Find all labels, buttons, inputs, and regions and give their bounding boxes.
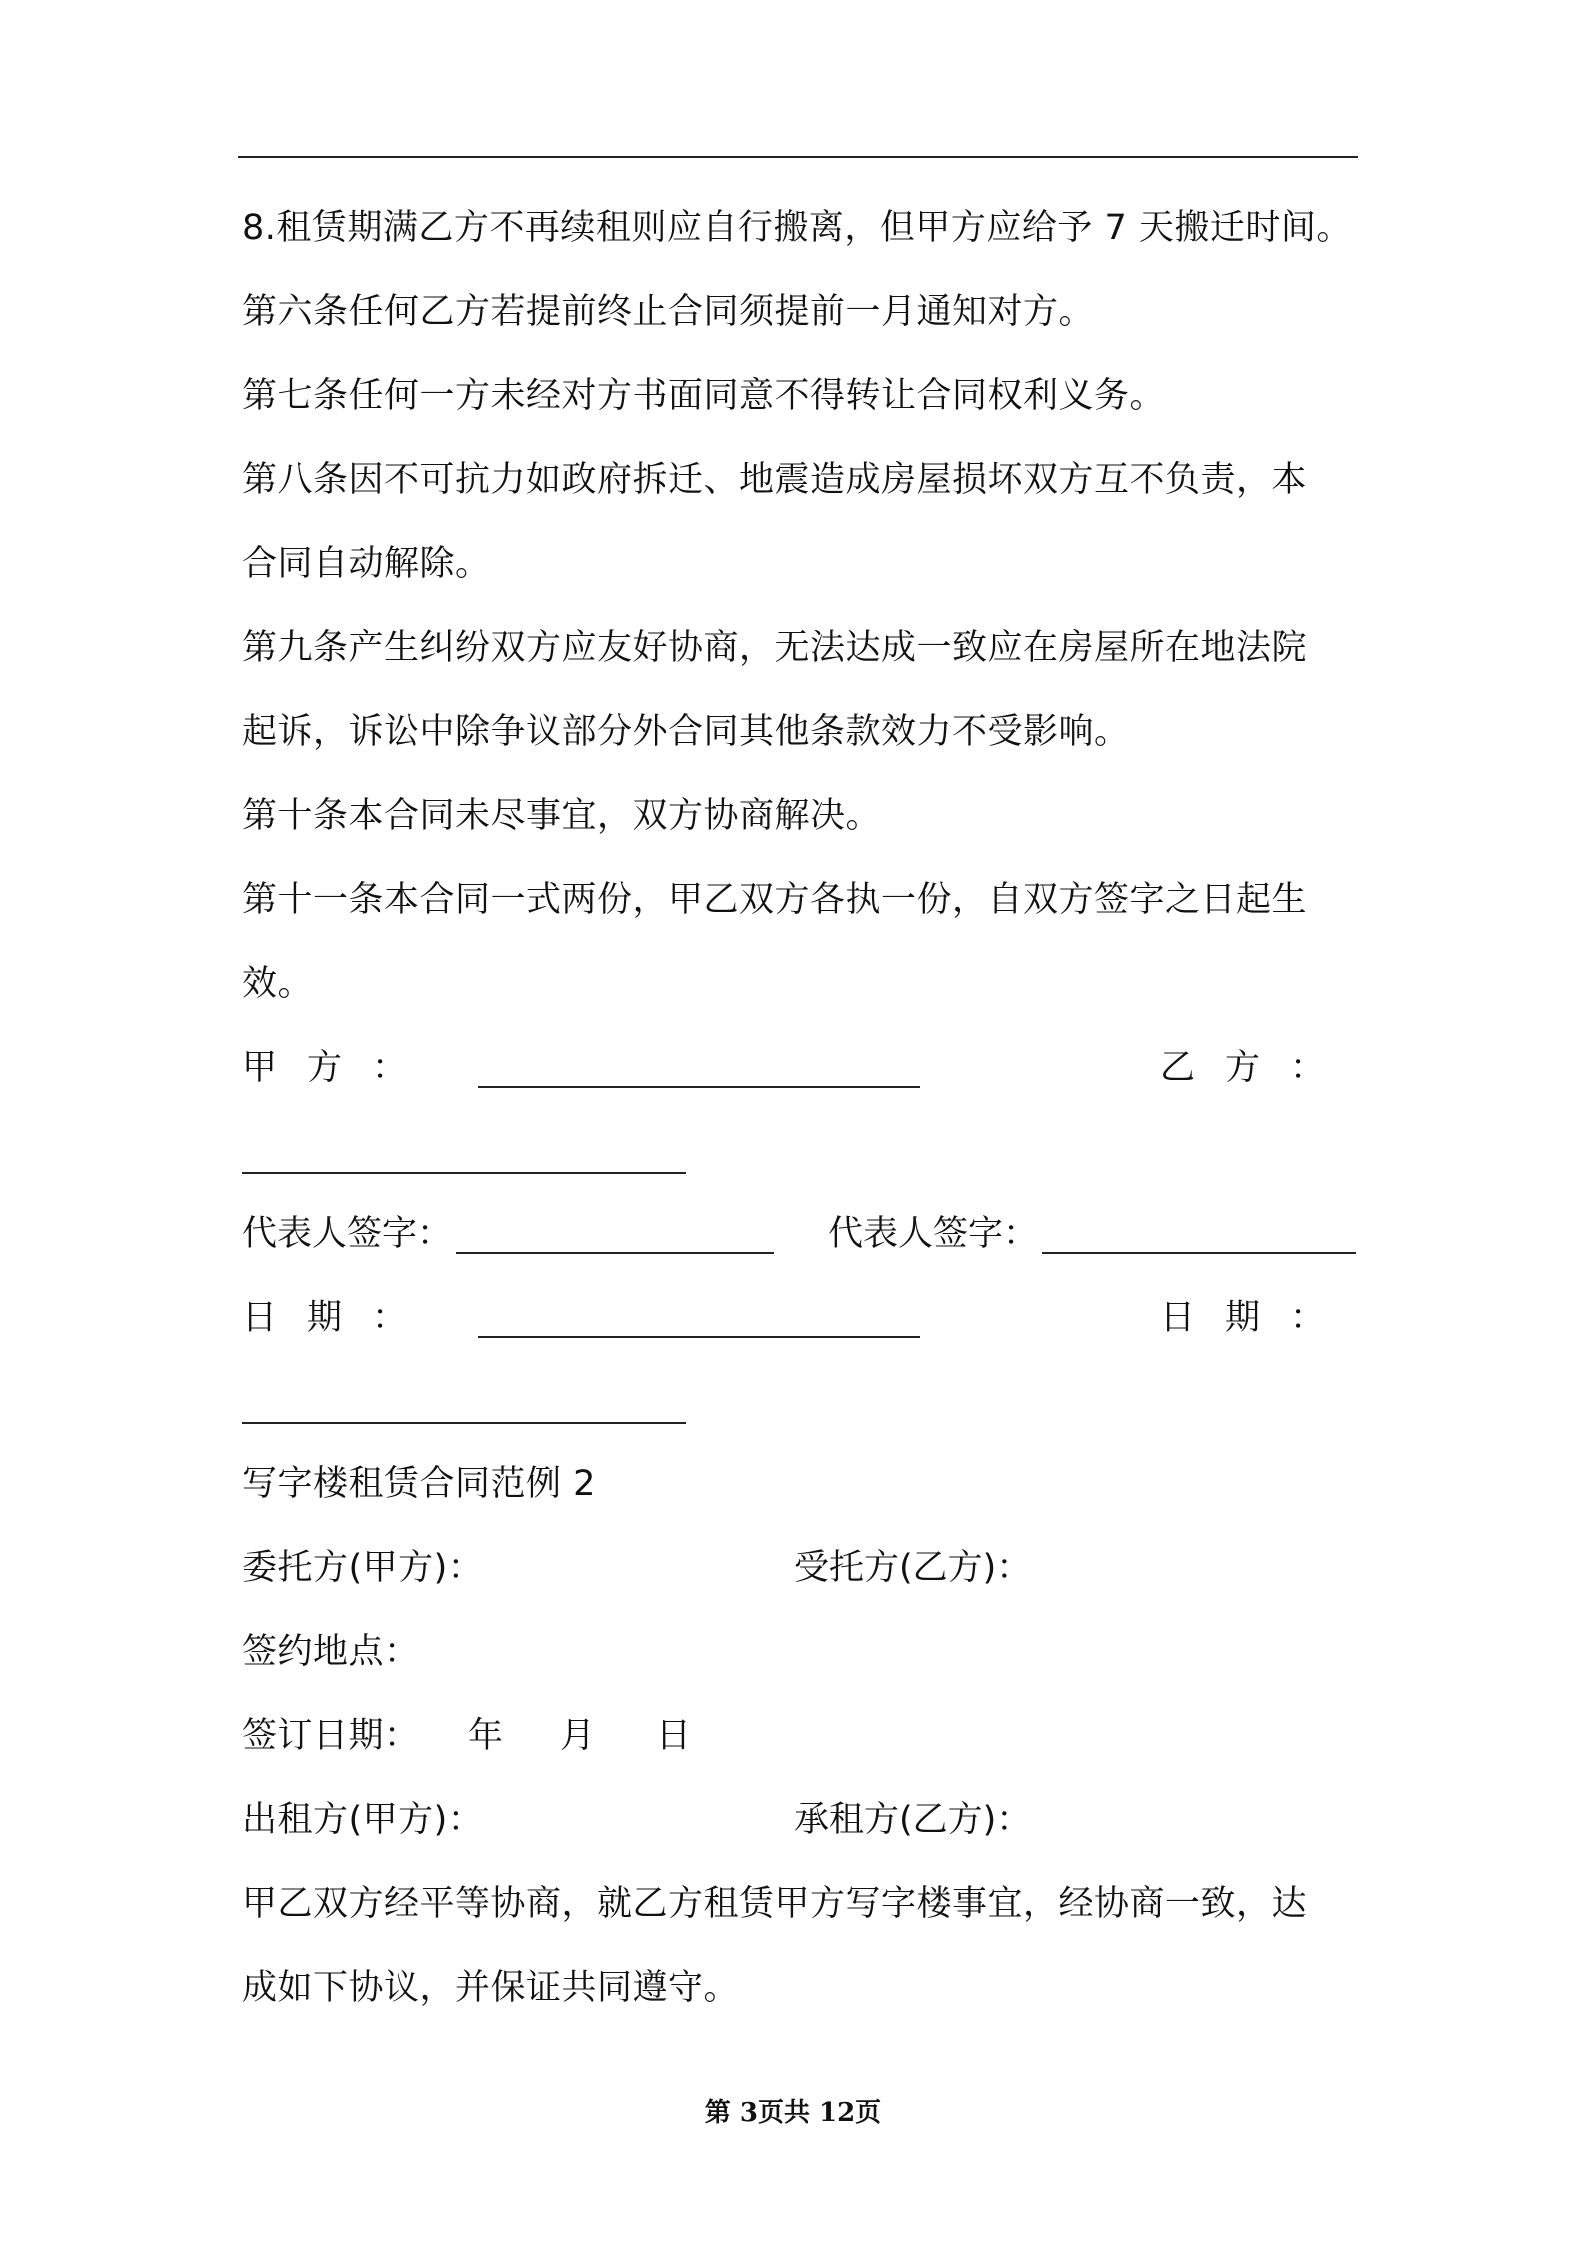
party-b-label: 乙方： bbox=[1160, 1048, 1356, 1088]
clause-7-line: 第七条任何一方未经对方书面同意不得转让合同权利义务。 bbox=[242, 376, 1166, 416]
lessor-label: 出租方(甲方)： bbox=[242, 1800, 484, 1840]
clause-9-line-1: 第九条产生纠纷双方应友好协商，无法达成一致应在房屋所在地法院 bbox=[242, 628, 1308, 668]
clause-9-line-2: 起诉，诉讼中除争议部分外合同其他条款效力不受影响。 bbox=[242, 712, 1130, 752]
day-label: 日 bbox=[656, 1716, 692, 1756]
client-label: 委托方(甲方)： bbox=[242, 1548, 484, 1588]
signing-place-label: 签约地点： bbox=[242, 1632, 420, 1672]
date-b-label: 日期： bbox=[1160, 1298, 1356, 1338]
rep-a-signature-line bbox=[456, 1252, 774, 1254]
header-rule bbox=[238, 156, 1358, 158]
page-number: 第 3页共 12页 bbox=[704, 2098, 882, 2128]
party-a-label: 甲方： bbox=[242, 1048, 438, 1088]
rep-b-label: 代表人签字： bbox=[828, 1214, 1039, 1254]
clause-11-line-1: 第十一条本合同一式两份，甲乙双方各执一份，自双方签字之日起生 bbox=[242, 880, 1308, 920]
date-b-line bbox=[242, 1422, 686, 1424]
rep-b-signature-line bbox=[1042, 1252, 1356, 1254]
party-b-signature-line bbox=[242, 1172, 686, 1174]
year-label: 年 bbox=[468, 1716, 504, 1756]
example-2-title: 写字楼租赁合同范例 2 bbox=[242, 1464, 596, 1504]
lessee-label: 承租方(乙方)： bbox=[794, 1800, 1032, 1840]
clause-10-line: 第十条本合同未尽事宜，双方协商解决。 bbox=[242, 796, 882, 836]
clause-8b-line-1: 第八条因不可抗力如政府拆迁、地震造成房屋损坏双方互不负责，本 bbox=[242, 460, 1308, 500]
intro-line-1: 甲乙双方经平等协商，就乙方租赁甲方写字楼事宜，经协商一致，达 bbox=[242, 1884, 1308, 1924]
rep-a-label: 代表人签字： bbox=[242, 1214, 453, 1254]
clause-11-line-2: 效。 bbox=[242, 964, 314, 1004]
clause-8b-line-2: 合同自动解除。 bbox=[242, 544, 491, 584]
clause-6-line: 第六条任何乙方若提前终止合同须提前一月通知对方。 bbox=[242, 292, 1095, 332]
month-label: 月 bbox=[560, 1716, 596, 1756]
signing-date-label: 签订日期： bbox=[242, 1716, 420, 1756]
date-a-label: 日期： bbox=[242, 1298, 438, 1338]
party-a-signature-line bbox=[478, 1086, 920, 1088]
trustee-label: 受托方(乙方)： bbox=[794, 1548, 1032, 1588]
clause-8-line: 8.租赁期满乙方不再续租则应自行搬离，但甲方应给予 7 天搬迁时间。 bbox=[242, 208, 1352, 248]
intro-line-2: 成如下协议，并保证共同遵守。 bbox=[242, 1968, 740, 2008]
date-a-line bbox=[478, 1336, 920, 1338]
